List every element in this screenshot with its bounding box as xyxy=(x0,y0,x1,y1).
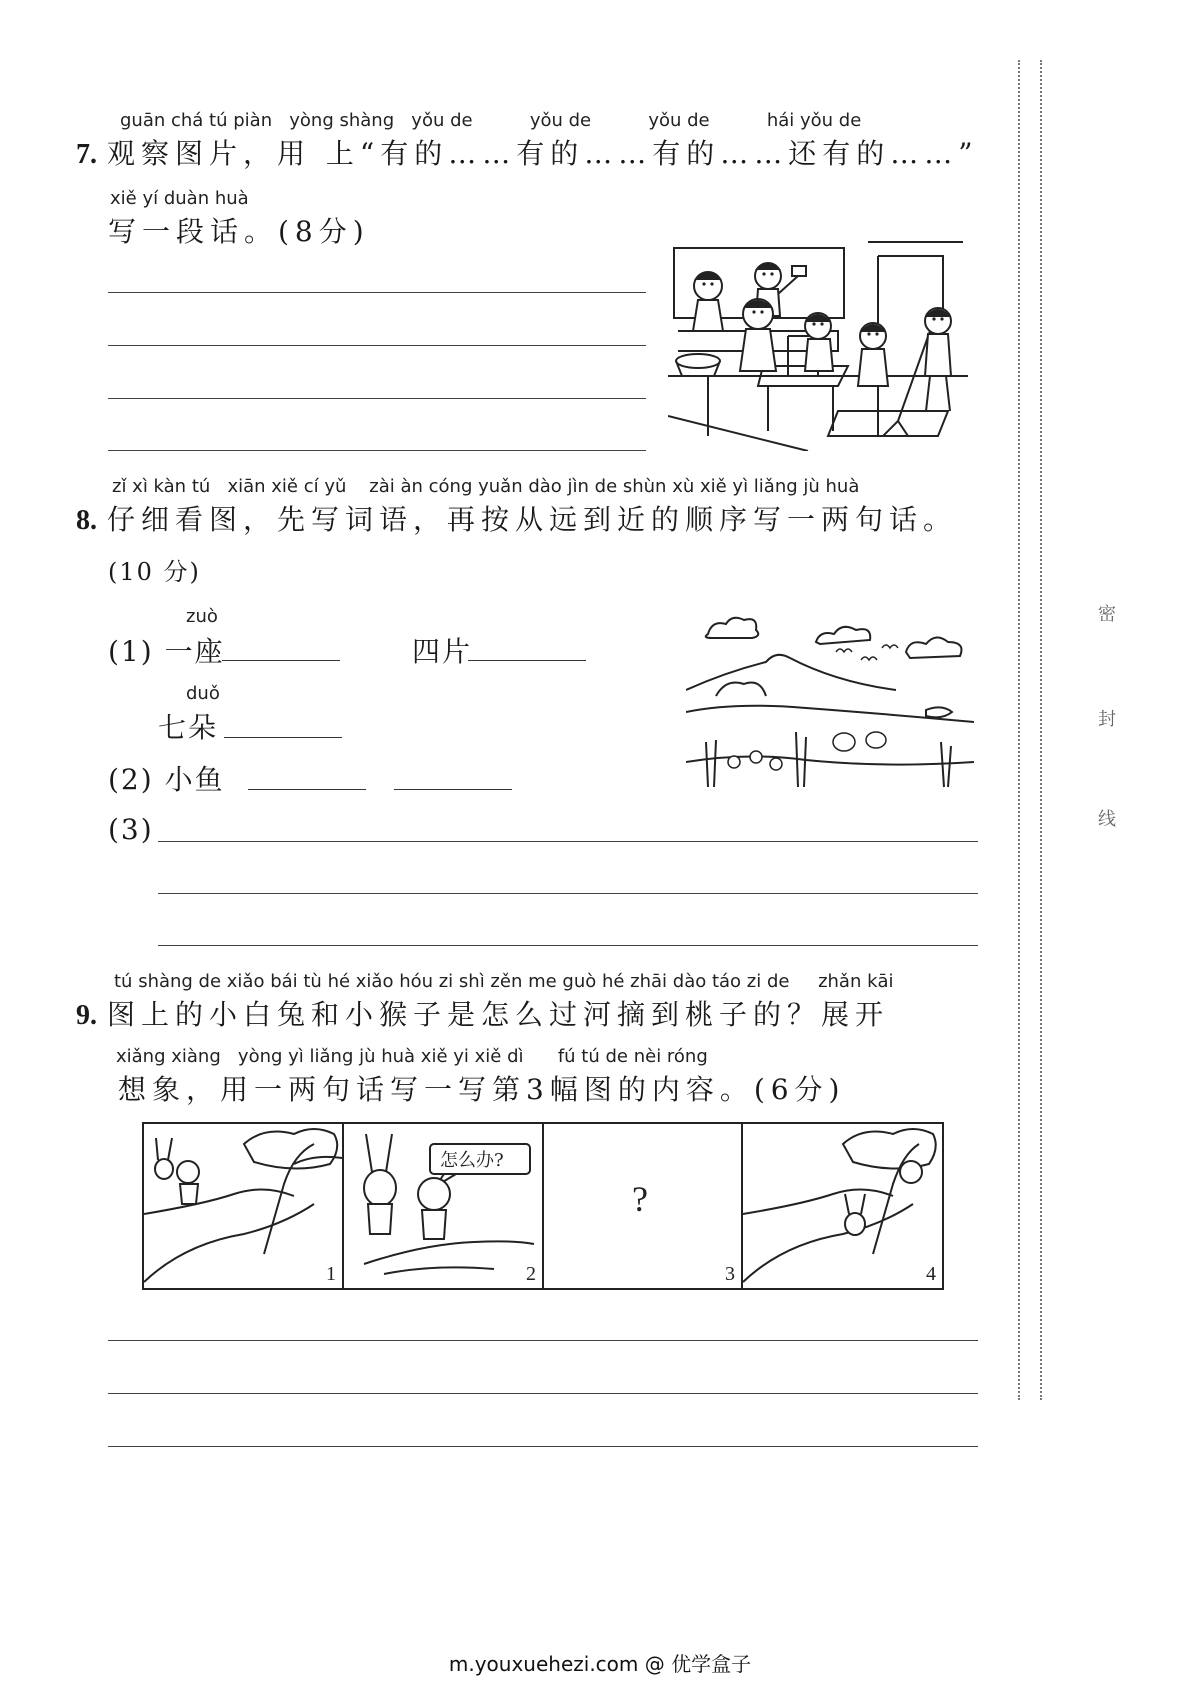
q9-panel-3 xyxy=(544,1124,743,1288)
q8-item1b-blank[interactable] xyxy=(468,660,586,661)
q9-answer-line-2[interactable] xyxy=(108,1393,978,1394)
q9-panel-1-drawing xyxy=(144,1124,342,1288)
margin-dotted-line-left xyxy=(1018,60,1020,1400)
q9-answer-line-1[interactable] xyxy=(108,1340,978,1341)
q9-pinyin-line2: xiǎng xiàng yòng yì liǎng jù huà xiě yi xiě dì fú tú de nèi róng xyxy=(116,1046,708,1067)
q7-pinyin-line1: guān chá tú piàn yòng shàng yǒu de yǒu de yǒu de hái yǒu de xyxy=(120,110,862,131)
margin-char-line: 线 xyxy=(1098,809,1116,830)
q8-answer-line-1[interactable] xyxy=(158,841,978,842)
q9-answer-line-3[interactable] xyxy=(108,1446,978,1447)
q7-answer-line-2[interactable] xyxy=(108,345,646,346)
q8-item1c-blank[interactable] xyxy=(224,737,342,738)
q8-text-line1 xyxy=(76,498,957,538)
q8-item3-label: (3) xyxy=(108,813,154,846)
footer-watermark: m.youxuehezi.com @ 优学盒子 xyxy=(448,1652,752,1676)
q8-pinyin-line1: zǐ xì kàn tú xiān xiě cí yǔ zài àn cóng yuǎn dào jìn de shùn xù xiě yì liǎng jù huà xyxy=(112,476,860,497)
q8-landscape-illustration xyxy=(686,612,974,794)
q9-text-body: 图上的小白兔和小猴子是怎么过河摘到桃子的？展开 xyxy=(107,998,890,1031)
q7-text-line1 xyxy=(76,132,979,172)
q8-item1-label: (1) 一座 xyxy=(108,635,225,668)
q9-number: 9. xyxy=(76,1000,97,1031)
q9-text-line1 xyxy=(76,993,889,1033)
q9-pinyin-line1: tú shàng de xiǎo bái tù hé xiǎo hóu zi shì zěn me guò hé zhāi dào táo zi de zhǎn kāi xyxy=(114,971,894,992)
margin-dotted-line-right xyxy=(1040,60,1042,1400)
q9-comic-strip xyxy=(142,1122,944,1290)
q8-number: 8. xyxy=(76,505,97,536)
margin-char-seal: 密 xyxy=(1098,604,1116,625)
q9-panel-4-drawing xyxy=(743,1124,940,1288)
q7-text-body: 观察图片，用 上“有的……有的……有的……还有的……” xyxy=(107,137,979,170)
q8-item1c-label: 七朵 xyxy=(158,711,219,744)
q8-answer-line-2[interactable] xyxy=(158,893,978,894)
q8-item1c-pinyin: duǒ xyxy=(186,683,220,704)
q8-item1-pinyin: zuò xyxy=(186,606,218,627)
q9-panel-2-number: 2 xyxy=(526,1263,536,1285)
q9-text-line2: 想象，用一两句话写一写第3幅图的内容。(6分) xyxy=(118,1073,846,1106)
q7-text-line2: 写一段话。(8分) xyxy=(108,215,370,248)
q7-number: 7. xyxy=(76,139,97,170)
q9-panel-4-number: 4 xyxy=(926,1263,936,1285)
q9-panel-3-number: 3 xyxy=(725,1263,735,1285)
q9-panel-1 xyxy=(144,1124,344,1288)
q8-item2-blank-1[interactable] xyxy=(248,789,366,790)
margin-char-fold: 封 xyxy=(1098,709,1116,730)
q8-score: (10 分) xyxy=(108,558,201,586)
q8-item1b-label: 四片 xyxy=(412,635,473,668)
q9-question-mark: ? xyxy=(632,1179,648,1219)
q7-pinyin-line2: xiě yí duàn huà xyxy=(110,188,249,209)
q7-answer-line-3[interactable] xyxy=(108,398,646,399)
q8-text-body: 仔细看图，先写词语，再按从远到近的顺序写一两句话。 xyxy=(107,503,958,536)
q8-item1-blank[interactable] xyxy=(222,660,340,661)
q8-item2-label: (2) 小鱼 xyxy=(108,763,225,796)
q8-answer-line-3[interactable] xyxy=(158,945,978,946)
q7-classroom-illustration xyxy=(668,236,968,451)
q7-answer-line-1[interactable] xyxy=(108,292,646,293)
q9-panel-1-number: 1 xyxy=(326,1263,336,1285)
q9-panel-4 xyxy=(743,1124,942,1288)
q9-speech-bubble: 怎么办? xyxy=(440,1150,504,1171)
q7-answer-line-4[interactable] xyxy=(108,450,646,451)
q8-item2-blank-2[interactable] xyxy=(394,789,512,790)
q9-panel-2 xyxy=(344,1124,544,1288)
